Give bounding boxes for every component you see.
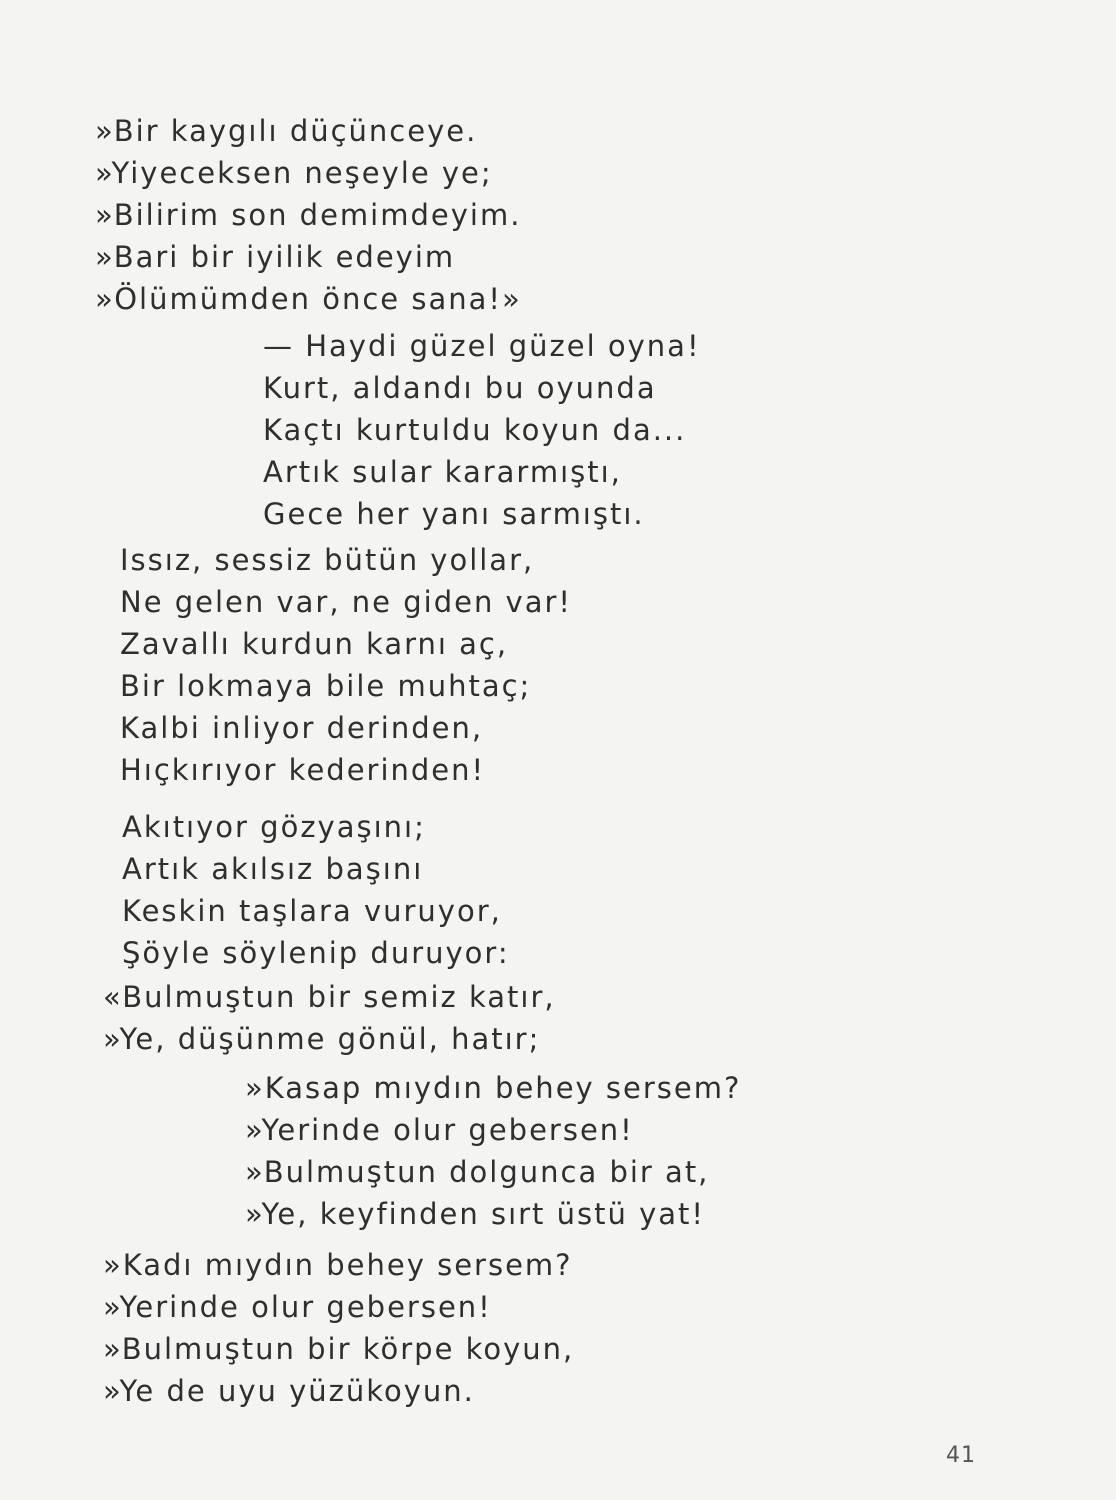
stanza-3	[120, 539, 572, 791]
poem-line: »Yerinde olur gebersen!	[103, 1290, 492, 1324]
stanza-1	[95, 110, 522, 320]
poem-line: »Ölümümden önce sana!»	[95, 282, 522, 316]
poem-line: Kalbi inliyor derinden,	[120, 711, 484, 745]
poem-line: »Bir kaygılı düçünceye.	[95, 114, 478, 148]
poem-line: »Bilirim son demimdeyim.	[95, 198, 522, 232]
stanza-2	[263, 325, 701, 535]
poem-line: Şöyle söylenip duruyor:	[122, 936, 510, 970]
page-number: 41	[946, 1443, 976, 1468]
poem-line: — Haydi güzel güzel oyna!	[263, 329, 701, 363]
poem-line: Kurt, aldandı bu oyunda	[263, 371, 657, 405]
stanza-5	[103, 976, 556, 1060]
poem-line: Zavallı kurdun karnı aç,	[120, 627, 509, 661]
poem-line: Ne gelen var, ne giden var!	[120, 585, 573, 619]
stanza-6	[245, 1067, 741, 1235]
stanza-4	[122, 806, 510, 974]
stanza-7	[103, 1244, 574, 1412]
poem-line: »Kasap mıydın behey sersem?	[245, 1071, 742, 1105]
poem-line: »Ye, keyfinden sırt üstü yat!	[245, 1197, 706, 1231]
poem-line: »Kadı mıydın behey sersem?	[103, 1248, 573, 1282]
poem-line: Artık sular kararmıştı,	[263, 455, 622, 489]
poem-line: »Yerinde olur gebersen!	[245, 1113, 634, 1147]
poem-line: »Bari bir iyilik edeyim	[95, 240, 456, 274]
poem-line: Bir lokmaya bile muhtaç;	[120, 669, 532, 703]
poem-line: Gece her yanı sarmıştı.	[263, 497, 645, 531]
poem-line: »Ye de uyu yüzükoyun.	[103, 1374, 475, 1408]
poem-line: Kaçtı kurtuldu koyun da...	[263, 413, 687, 447]
poem-line: Hıçkırıyor kederinden!	[120, 753, 486, 787]
poem-line: »Yiyeceksen neşeyle ye;	[95, 156, 493, 190]
poem-line: »Bulmuştun bir körpe koyun,	[103, 1332, 575, 1366]
poem-line: Akıtıyor gözyaşını;	[122, 810, 426, 844]
poem-line: Artık akılsız başını	[122, 852, 424, 886]
poem-line: «Bulmuştun bir semiz katır,	[103, 980, 556, 1014]
poem-line: »Ye, düşünme gönül, hatır;	[103, 1022, 541, 1056]
poem-line: Keskin taşlara vuruyor,	[122, 894, 502, 928]
poem-line: »Bulmuştun dolgunca bir at,	[245, 1155, 710, 1189]
poem-line: Issız, sessiz bütün yollar,	[120, 543, 535, 577]
